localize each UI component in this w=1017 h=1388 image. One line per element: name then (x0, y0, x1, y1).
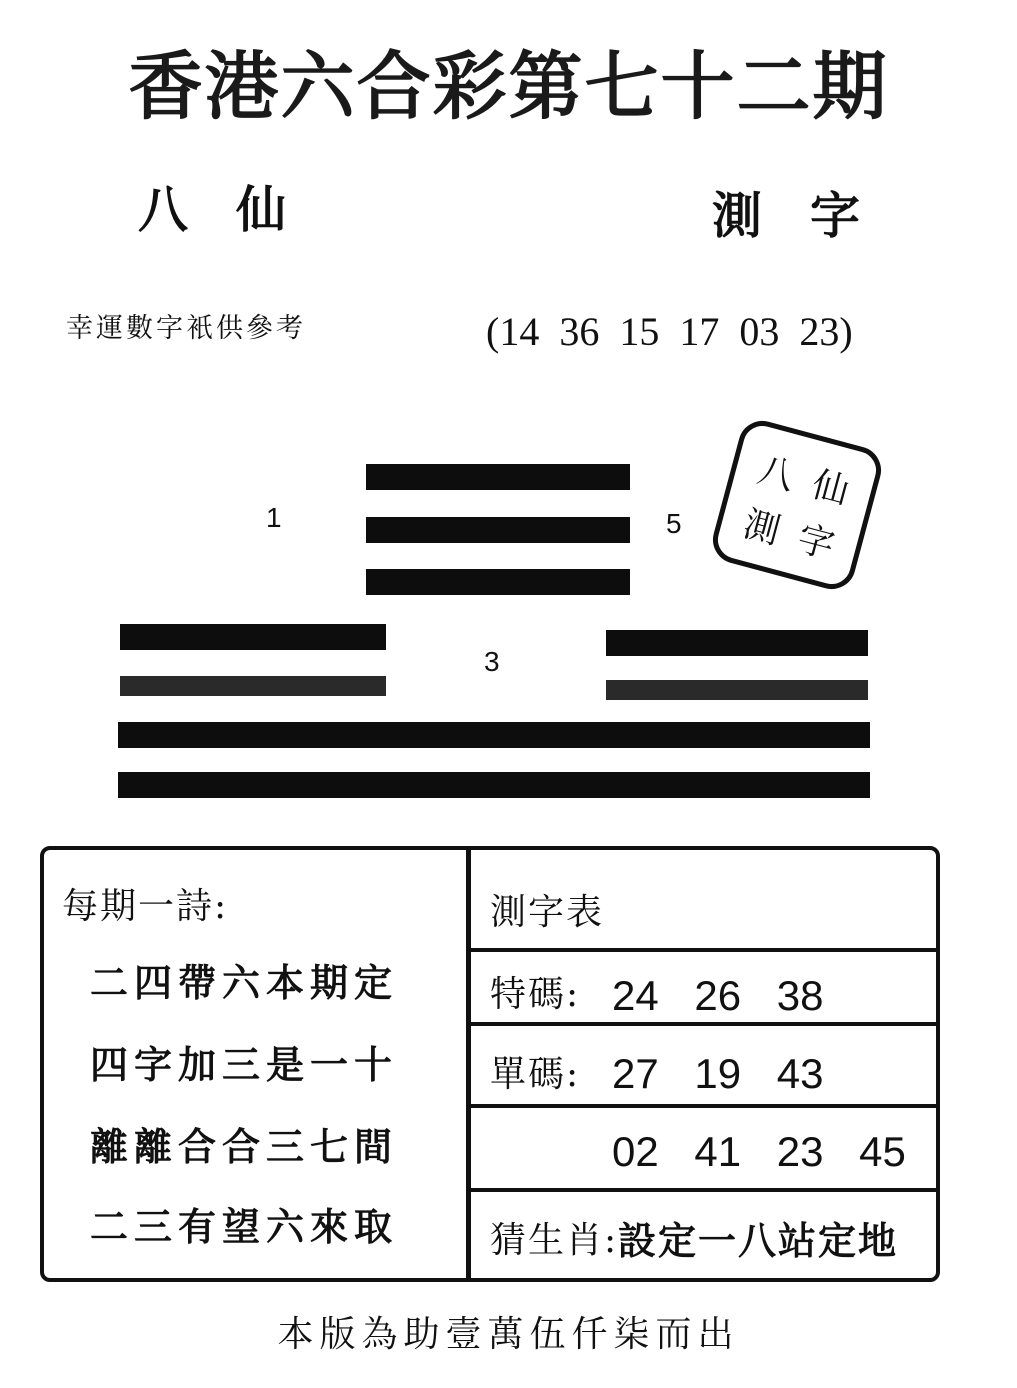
table-row-divider (471, 948, 938, 952)
poem-line: 四字加三是一十 (90, 1042, 399, 1087)
seal-stamp (708, 416, 887, 595)
footer-note: 本版為助壹萬伍仟柒而出 (277, 1314, 740, 1355)
hexagram-label-5: 5 (666, 508, 682, 539)
hexagram-label-1: 1 (266, 502, 282, 533)
poem-line: 二四帶六本期定 (90, 960, 399, 1005)
zodiac-label: 猜生肖: (490, 1220, 619, 1261)
zodiac-value: 設定一八站定地 (618, 1218, 899, 1263)
lucky-numbers: (14 36 15 17 03 23) (486, 309, 853, 354)
hexagram-bar (366, 569, 630, 595)
hexagram-bar (118, 722, 870, 748)
stamp-char: 測 (739, 503, 785, 553)
single-numbers: 27 19 43 (612, 1050, 824, 1097)
box-divider (466, 850, 471, 1280)
hexagram-bar (118, 772, 870, 798)
table-title: 測字表 (490, 892, 605, 933)
stamp-char: 字 (793, 517, 839, 567)
hexagram-bar (606, 630, 868, 656)
lucky-numbers-label: 幸運數字衹供參考 (66, 313, 306, 344)
stamp-char: 仙 (807, 463, 854, 513)
poem-line: 離離合合三七間 (90, 1124, 399, 1169)
special-label: 特碼: (490, 974, 581, 1015)
table-row-divider (471, 1104, 938, 1108)
hexagram-bar (366, 464, 630, 490)
poem-line: 二三有望六來取 (90, 1204, 399, 1249)
hexagram-bar (120, 624, 386, 650)
single-label: 單碼: (490, 1054, 581, 1095)
special-numbers: 24 26 38 (612, 972, 824, 1019)
stamp-char: 八 (753, 449, 800, 499)
table-row-divider (471, 1022, 938, 1026)
subtitle-left: 八仙 (138, 180, 334, 239)
extra-numbers: 02 41 23 45 (612, 1128, 906, 1175)
hexagram-bar (120, 676, 386, 696)
subtitle-right: 測字 (712, 186, 908, 245)
hexagram-bar (366, 517, 630, 543)
page-title: 香港六合彩第七十二期 (128, 44, 889, 130)
table-row-divider (471, 1188, 938, 1192)
poem-title: 每期一詩: (62, 886, 229, 927)
hexagram-bar (606, 680, 868, 700)
hexagram-label-3: 3 (484, 646, 500, 677)
